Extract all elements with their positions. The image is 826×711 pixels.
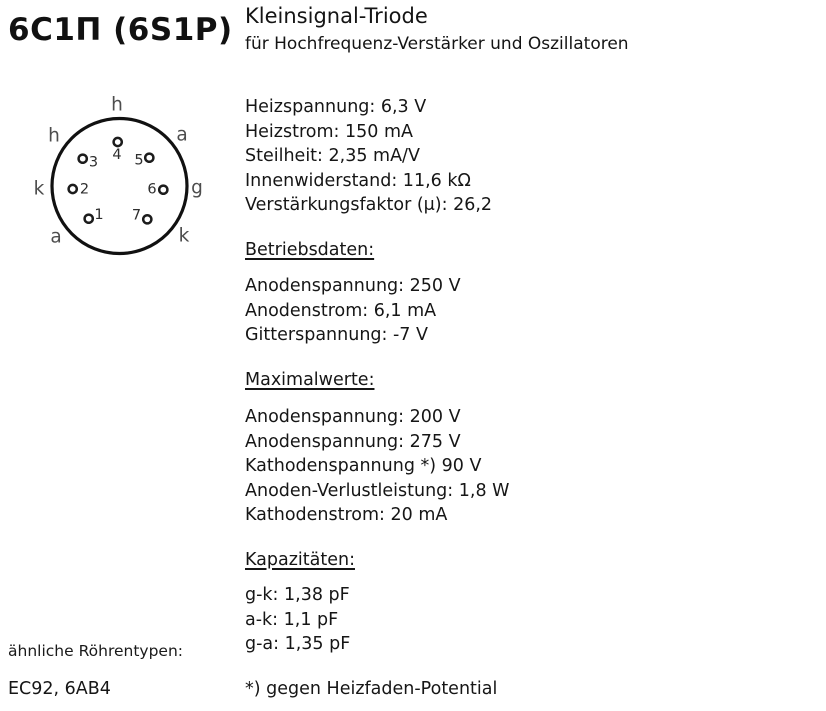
- spec-max-kathodenspannung: Kathodenspannung *) 90 V: [245, 456, 482, 476]
- pin-7-marker: [143, 215, 151, 223]
- spec-steilheit: Steilheit: 2,35 mA/V: [245, 146, 420, 166]
- general-specs: [245, 95, 492, 218]
- pin-1-marker: [85, 215, 93, 223]
- tube-base-diagram-svg: [25, 90, 215, 265]
- kapazitaeten-specs: [245, 583, 350, 657]
- pin-4-number: 4: [112, 147, 122, 163]
- spec-innenwiderstand: Innenwiderstand: 11,6 kΩ: [245, 170, 471, 191]
- heading-maximalwerte: Maximalwerte:: [245, 370, 375, 390]
- pin-6-marker: [159, 186, 167, 194]
- maximalwerte-specs: [245, 405, 509, 528]
- spec-heizstrom: Heizstrom: 150 mA: [245, 121, 413, 142]
- spec-capacitance-gk: g-k: 1,38 pF: [245, 585, 350, 605]
- spec-capacitance-ak: a-k: 1,1 pF: [245, 609, 339, 630]
- pin-4-marker: [114, 138, 122, 146]
- electrode-label-right: g: [191, 177, 203, 199]
- spec-heizspannung: Heizspannung: 6,3 V: [245, 97, 427, 117]
- electrode-label-top: h: [111, 94, 123, 116]
- spec-capacitance-ga: g-a: 1,35 pF: [245, 634, 351, 654]
- spec-anoden-verlustleistung: Anoden-Verlustleistung: 1,8 W: [245, 480, 510, 501]
- page-title: Kleinsignal-Triode: [245, 4, 428, 28]
- similar-types-value: EC92, 6AB4: [8, 679, 111, 699]
- electrode-label-left: k: [33, 178, 45, 200]
- pin-3-number: 3: [88, 154, 99, 171]
- spec-gitterspannung: Gitterspannung: -7 V: [245, 325, 428, 345]
- pin-5-marker: [145, 154, 153, 162]
- electrode-label-upper-left: h: [48, 125, 60, 147]
- similar-types-label: ähnliche Röhrentypen:: [8, 642, 184, 660]
- pin-7-number: 7: [131, 207, 142, 224]
- page-subtitle: für Hochfrequenz-Verstärker und Oszillatoren: [245, 34, 629, 54]
- tube-name: 6С1П (6S1P): [8, 12, 233, 48]
- pinout-diagram: [25, 90, 215, 269]
- spec-max-anodenspannung-2: Anodenspannung: 275 V: [245, 431, 461, 452]
- spec-verstaerkungsfaktor: Verstärkungsfaktor (μ): 26,2: [245, 195, 493, 215]
- pin-3-marker: [79, 155, 87, 163]
- pin-1-number: 1: [94, 207, 104, 223]
- betriebsdaten-specs: [245, 274, 461, 348]
- spec-anodenspannung-betrieb: Anodenspannung: 250 V: [245, 276, 461, 296]
- footnote: *) gegen Heizfaden-Potential: [245, 679, 498, 699]
- spec-max-anodenspannung-1: Anodenspannung: 200 V: [245, 407, 461, 427]
- pin-2-number: 2: [79, 181, 90, 198]
- electrode-label-lower-right: k: [178, 225, 190, 247]
- pin-5-number: 5: [134, 152, 144, 169]
- electrode-label-upper-right: a: [176, 124, 188, 146]
- electrode-label-lower-left: a: [50, 226, 62, 248]
- heading-kapazitaeten: Kapazitäten:: [245, 550, 355, 570]
- spec-kathodenstrom: Kathodenstrom: 20 mA: [245, 505, 448, 525]
- pin-2-marker: [69, 185, 77, 193]
- pin-6-number: 6: [147, 181, 157, 198]
- spec-anodenstrom: Anodenstrom: 6,1 mA: [245, 300, 437, 321]
- heading-betriebsdaten: Betriebsdaten:: [245, 240, 375, 260]
